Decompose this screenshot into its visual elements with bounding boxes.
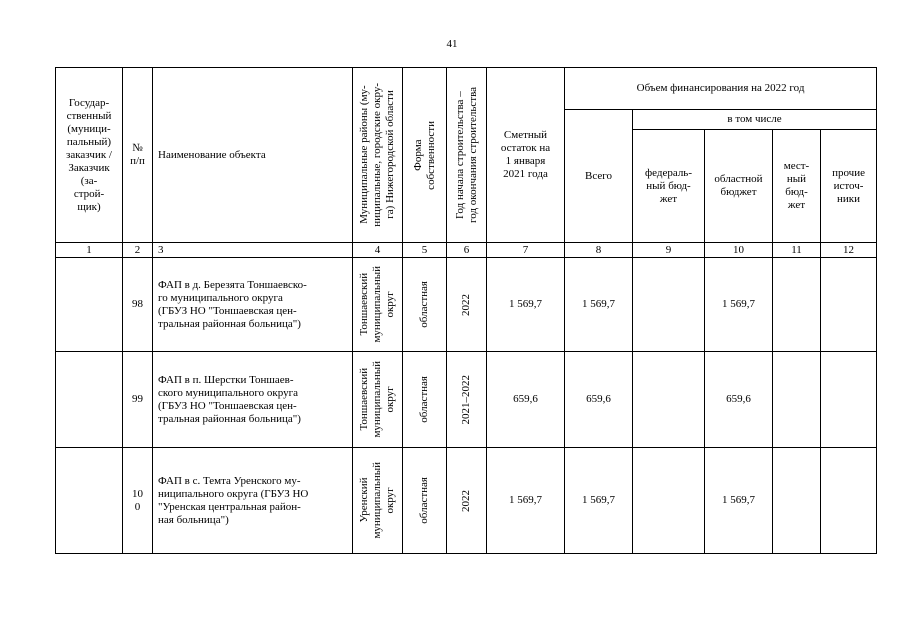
cell-federal — [633, 258, 705, 352]
cell-customer — [56, 352, 123, 448]
header-including: в том числе — [633, 110, 877, 130]
cell-district: Тоншаевский муниципальный округ — [353, 258, 403, 352]
cell-total: 1 569,7 — [565, 448, 633, 554]
table-row — [56, 352, 877, 448]
cell-object-name: ФАП в п. Шерстки Тоншаев- ского муниципального округа (ГБУЗ НО "Тоншаевская цен- тральная районная больница") — [153, 352, 353, 448]
cell-local — [773, 258, 821, 352]
column-number: 5 — [403, 243, 447, 258]
header-object-name: Наименование объекта — [153, 68, 353, 243]
cell-federal — [633, 448, 705, 554]
header-district: Муниципальные районы (му- ниципальные, городские окру- га) Нижегородской области — [353, 68, 403, 243]
column-number: 2 — [123, 243, 153, 258]
financing-table — [55, 67, 877, 554]
column-number: 11 — [773, 243, 821, 258]
cell-regional: 1 569,7 — [705, 258, 773, 352]
header-total: Всего — [565, 110, 633, 243]
column-number-row — [56, 243, 877, 258]
cell-other — [821, 448, 877, 554]
cell-balance: 1 569,7 — [487, 448, 565, 554]
cell-balance: 1 569,7 — [487, 258, 565, 352]
cell-years: 2021–2022 — [447, 352, 487, 448]
cell-ownership: областная — [403, 258, 447, 352]
header-local: мест- ный бюд- жет — [773, 130, 821, 243]
column-number: 1 — [56, 243, 123, 258]
cell-local — [773, 448, 821, 554]
column-number: 9 — [633, 243, 705, 258]
cell-customer — [56, 448, 123, 554]
cell-federal — [633, 352, 705, 448]
cell-regional: 659,6 — [705, 352, 773, 448]
header-regional: областной бюджет — [705, 130, 773, 243]
cell-other — [821, 258, 877, 352]
cell-years: 2022 — [447, 258, 487, 352]
column-number: 10 — [705, 243, 773, 258]
column-number: 7 — [487, 243, 565, 258]
header-row-1 — [56, 68, 877, 110]
cell-number: 10 0 — [123, 448, 153, 554]
column-number: 12 — [821, 243, 877, 258]
cell-balance: 659,6 — [487, 352, 565, 448]
cell-total: 1 569,7 — [565, 258, 633, 352]
cell-customer — [56, 258, 123, 352]
cell-district: Уренский муниципальный округ — [353, 448, 403, 554]
cell-ownership: областная — [403, 352, 447, 448]
cell-number: 99 — [123, 352, 153, 448]
header-customer: Государ- ственный (муници- пальный) заказчик / Заказчик (за- строй- щик) — [56, 68, 123, 243]
cell-district: Тоншаевский муниципальный округ — [353, 352, 403, 448]
page-number: 41 — [446, 38, 458, 50]
cell-regional: 1 569,7 — [705, 448, 773, 554]
table-row — [56, 448, 877, 554]
cell-object-name: ФАП в д. Березята Тоншаевско- го муниципального округа (ГБУЗ НО "Тоншаевская цен- тральная районная больница") — [153, 258, 353, 352]
column-number: 3 — [153, 243, 353, 258]
header-federal: федераль- ный бюд- жет — [633, 130, 705, 243]
column-number: 8 — [565, 243, 633, 258]
cell-years: 2022 — [447, 448, 487, 554]
header-number: № п/п — [123, 68, 153, 243]
cell-object-name: ФАП в с. Темта Уренского му- ниципального округа (ГБУЗ НО "Уренская центральная район- ная больница") — [153, 448, 353, 554]
cell-ownership: областная — [403, 448, 447, 554]
cell-total: 659,6 — [565, 352, 633, 448]
cell-local — [773, 352, 821, 448]
table-row — [56, 258, 877, 352]
header-ownership: Форма собственности — [403, 68, 447, 243]
header-years: Год начала строительства – год окончания строительства — [447, 68, 487, 243]
column-number: 4 — [353, 243, 403, 258]
header-balance: Сметный остаток на 1 января 2021 года — [487, 68, 565, 243]
header-financing: Объем финансирования на 2022 год — [565, 68, 877, 110]
column-number: 6 — [447, 243, 487, 258]
cell-number: 98 — [123, 258, 153, 352]
header-other: прочие источ- ники — [821, 130, 877, 243]
cell-other — [821, 352, 877, 448]
